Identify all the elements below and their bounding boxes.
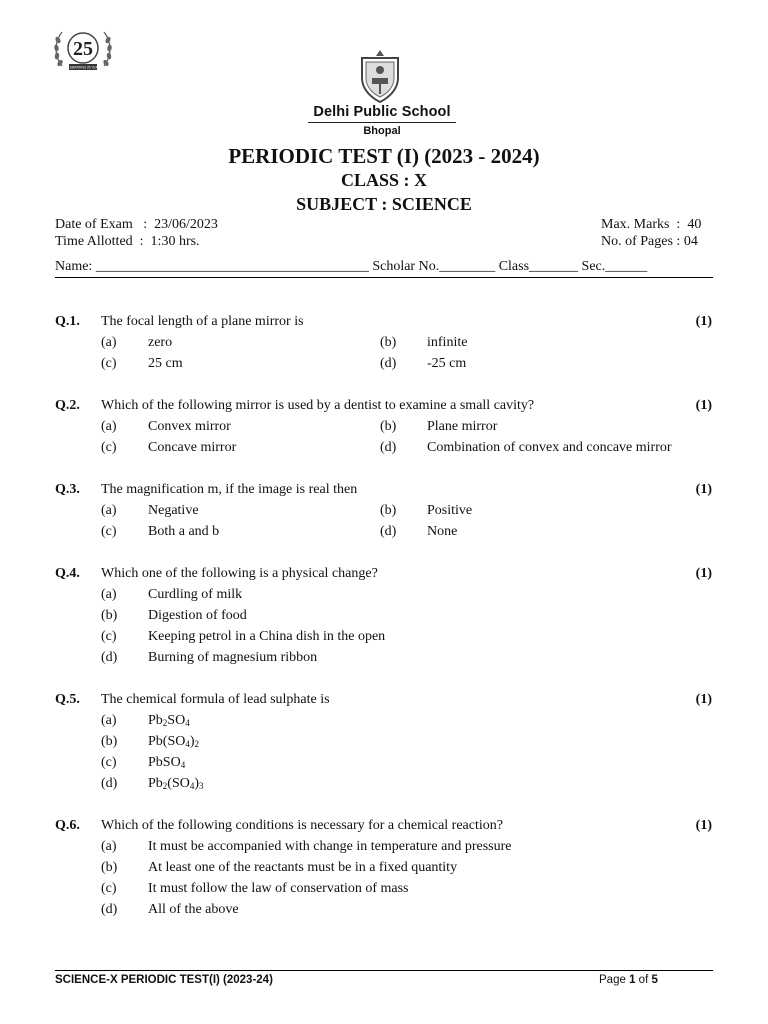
footer-divider [55, 970, 713, 971]
option-text: Both a and b [148, 524, 220, 539]
formula-part: (SO [167, 776, 190, 791]
question-marks: (1) [695, 818, 712, 833]
option-text: zero [148, 335, 173, 350]
option-text: Positive [427, 503, 473, 518]
option-label: (d) [380, 440, 397, 455]
formula-part: Pb [148, 776, 163, 791]
option-label: (d) [101, 902, 118, 917]
formula-part: Pb [148, 713, 163, 728]
option-label: (d) [380, 356, 397, 371]
option-label: (b) [380, 335, 397, 350]
formula-part: PbSO [148, 755, 181, 770]
option-label: (a) [101, 419, 117, 434]
question-text: Which one of the following is a physical change? [101, 566, 378, 581]
option-label: (a) [101, 587, 117, 602]
question-text: The magnification m, if the image is real then [101, 482, 358, 497]
question-number: Q.3. [55, 482, 80, 497]
formula-part: Pb(SO [148, 734, 186, 749]
option-text: It must follow the law of conservation of mass [148, 881, 409, 896]
formula-subscript: 2 [194, 739, 200, 749]
option-label: (d) [101, 650, 118, 665]
formula-subscript: 4 [189, 781, 195, 791]
option-label: (d) [101, 776, 118, 791]
question-text: The focal length of a plane mirror is [101, 314, 304, 329]
option-text [148, 713, 190, 729]
school-city: Bhopal [363, 125, 401, 137]
option-text: All of the above [148, 902, 239, 917]
option-label: (a) [101, 713, 117, 728]
option-text: Concave mirror [148, 440, 237, 455]
option-label: (b) [101, 734, 118, 749]
of-word: of [638, 974, 649, 986]
formula-part: ) [189, 734, 195, 749]
page-total: 5 [651, 974, 658, 986]
time-allotted: Time Allotted : 1:30 hrs. [55, 234, 200, 249]
option-label: (d) [380, 524, 397, 539]
formula-subscript: 4 [185, 739, 190, 749]
option-text: infinite [427, 335, 468, 350]
class-line: CLASS : X [340, 170, 428, 190]
option-text: Negative [148, 503, 199, 518]
exam-date: Date of Exam : 23/06/2023 [55, 217, 218, 232]
option-text: Plane mirror [427, 419, 498, 434]
question-number: Q.1. [55, 314, 80, 329]
footer-title: SCIENCE-X PERIODIC TEST(I) (2023-24) [55, 974, 273, 986]
max-marks: Max. Marks : 40 [601, 217, 702, 232]
option-text: Keeping petrol in a China dish in the open [148, 629, 386, 644]
question-number: Q.6. [55, 818, 80, 833]
question-marks: (1) [695, 398, 712, 413]
option-text [148, 776, 204, 792]
option-text: Combination of convex and concave mirror [427, 440, 672, 455]
question-marks: (1) [695, 482, 712, 497]
option-text: Curdling of milk [148, 587, 243, 602]
option-label: (b) [380, 419, 397, 434]
subject-line: SUBJECT : SCIENCE [296, 194, 472, 214]
option-text [148, 734, 199, 750]
option-label: (a) [101, 335, 117, 350]
school-crest-icon [354, 48, 406, 104]
formula-subscript: 2 [162, 718, 168, 728]
option-text: -25 cm [427, 356, 467, 371]
option-label: (a) [101, 503, 117, 518]
school-name-underline [308, 122, 456, 123]
header-divider [55, 277, 713, 278]
option-text: 25 cm [148, 356, 183, 371]
page-count: No. of Pages : 04 [601, 234, 698, 249]
question-number: Q.4. [55, 566, 80, 581]
option-label: (b) [101, 608, 118, 623]
page-indicator [599, 974, 658, 986]
formula-part: SO [167, 713, 186, 728]
page-word: Page [599, 974, 626, 986]
option-label: (c) [101, 440, 117, 455]
student-info-line: Name: _______________________________________ Scholar No.________ Class_______ Sec.______ [55, 259, 648, 274]
option-label: (c) [101, 881, 117, 896]
page-number: 1 [629, 974, 636, 986]
formula-part: ) [194, 776, 200, 791]
formula-subscript: 4 [185, 718, 190, 728]
school-name: Delhi Public School [313, 104, 451, 120]
formula-subscript: 4 [180, 760, 186, 770]
svg-text:25: 25 [73, 38, 93, 60]
option-text: At least one of the reactants must be in a fixed quantity [148, 860, 458, 875]
question-text: The chemical formula of lead sulphate is [101, 692, 330, 707]
option-label: (c) [101, 755, 117, 770]
question-text: Which of the following mirror is used by a dentist to examine a small cavity? [101, 398, 535, 413]
option-text [148, 755, 185, 771]
option-label: (c) [101, 356, 117, 371]
question-marks: (1) [695, 692, 712, 707]
question-text: Which of the following conditions is necessary for a chemical reaction? [101, 818, 503, 833]
question-number: Q.5. [55, 692, 80, 707]
option-text: Burning of magnesium ribbon [148, 650, 318, 665]
question-marks: (1) [695, 566, 712, 581]
question-number: Q.2. [55, 398, 80, 413]
option-label: (b) [380, 503, 397, 518]
option-text: None [427, 524, 458, 539]
option-label: (c) [101, 629, 117, 644]
option-label: (a) [101, 839, 117, 854]
option-label: (b) [101, 860, 118, 875]
anniversary-emblem-logo [52, 26, 114, 76]
svg-text:CELEBRATING 25 YEARS: CELEBRATING 25 YEARS [63, 65, 103, 70]
school-logo [306, 48, 458, 140]
option-text: It must be accompanied with change in temperature and pressure [148, 839, 512, 854]
formula-subscript: 2 [162, 781, 168, 791]
formula-subscript: 3 [199, 781, 204, 791]
option-label: (c) [101, 524, 117, 539]
exam-title: PERIODIC TEST (I) (2023 - 2024) [228, 144, 540, 168]
option-text: Convex mirror [148, 419, 231, 434]
question-marks: (1) [695, 314, 712, 329]
option-text: Digestion of food [148, 608, 247, 623]
